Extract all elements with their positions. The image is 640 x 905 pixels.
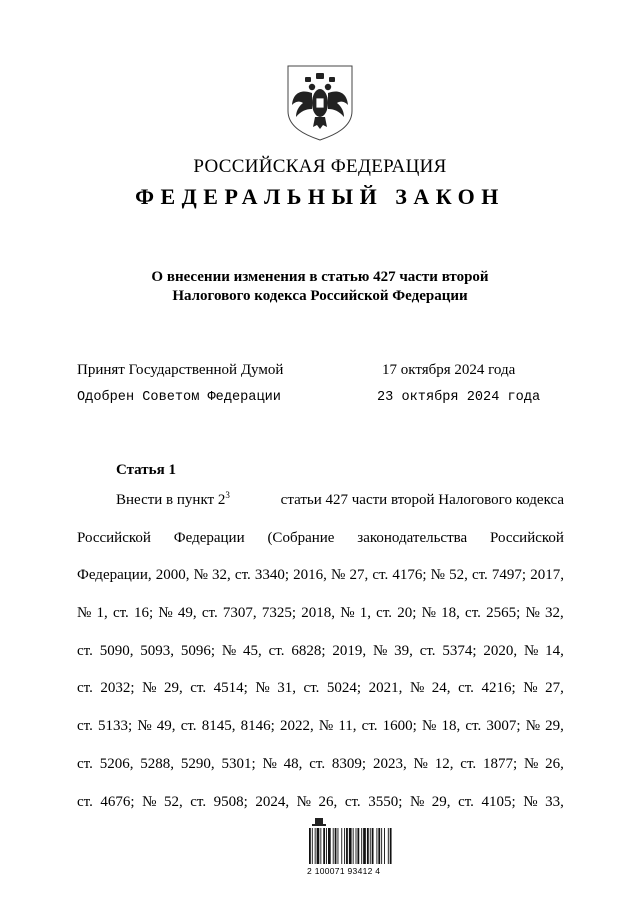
article-word: 2565; [486,605,521,622]
law-title-line-1: О внесении изменения в статью 427 части второй [151,269,489,285]
article-word: 52, [449,567,468,584]
barcode-bar [326,828,327,864]
article-word: 5090, [99,642,134,659]
barcode-bar [384,828,385,864]
article-word: 9508; [213,793,248,810]
article-word: 5093, [140,642,175,659]
article-word: 4105; [481,793,516,810]
article-word: № [413,755,428,772]
article-word: Федерации, [77,567,152,584]
article-word: № [221,642,237,659]
law-title [0,268,640,306]
barcode-bar [363,828,366,864]
barcode-bar [344,828,345,864]
article-word: ст. [361,718,378,735]
barcode-bar [349,828,352,864]
barcode [307,818,419,866]
article-word: 3007; [486,718,521,735]
article-word: 2021, [368,680,403,697]
article-word: 2032; [100,680,135,697]
article-word: 4676; [100,793,135,810]
article-word: 1877; [482,755,518,772]
article-word: № [158,605,173,622]
article-word: 32, [212,567,231,584]
article-word: 2023, [372,755,407,772]
article-word: 5374; [442,642,477,659]
barcode-bar [372,828,374,864]
article-word: 7497; [491,567,527,584]
article-word: 5290, [180,755,215,772]
article-word: 26, [545,755,564,772]
article-word: ст. [77,680,93,697]
article-word: ст. [458,680,474,697]
article-word: № [523,642,539,659]
article-word: 2017, [530,567,564,584]
article-word: 5288, [140,755,175,772]
article-word: 2020, [483,642,518,659]
barcode-bar [312,828,313,864]
article-word: № [193,567,208,584]
article-word: 2024, [255,793,290,810]
barcode-bar [353,828,354,864]
barcode-bar [381,828,382,864]
article-word: 12, [434,755,454,772]
article-word: 49, [156,718,176,735]
article-word: № [137,718,152,735]
document-type: ФЕДЕРАЛЬНЫЙ ЗАКОН [135,184,505,209]
article-line [77,719,564,734]
article-line [77,644,564,659]
article-word: 5096; [180,642,216,659]
article-word: 20; [397,605,417,622]
article-line [77,681,564,696]
barcode-bar [315,828,316,864]
article-word: ст. [303,680,320,697]
barcode-bar [328,828,331,864]
article-word: 4514; [213,680,248,697]
article-word: ст. [268,642,285,659]
article-word: ст. [77,793,93,810]
barcode-bar [376,828,377,864]
barcode-bar [356,828,357,864]
article-word: 33, [545,793,564,810]
article-word: 32, [544,605,564,622]
article-word: № [409,793,425,810]
adoption-label: Принят Государственной Думой [77,362,284,378]
barcode-bar [370,828,371,864]
article-word: 5206, [99,755,134,772]
article-word: ст. [112,605,129,622]
article-word: ст. [77,718,93,735]
article-word: 6828; [291,642,326,659]
law-title-line-2: Налогового кодекса Российской Федерации [172,288,468,304]
article-word: № [318,718,334,735]
approval-label: Одобрен Советом Федерации [77,390,281,405]
article-word: 39, [394,642,413,659]
article-word: 1, [359,605,371,622]
article-word: ст. [376,605,392,622]
article-word: 29, [431,793,451,810]
superscript: 3 [225,490,230,500]
article-word: 2016, [293,567,327,584]
article-line-start: Внести в пункт $2^3$ [116,490,230,508]
article-word: № [525,718,541,735]
barcode-bar [317,828,320,864]
article-word: 31, [277,680,296,697]
barcode-bar [346,828,348,864]
article-word: № [142,793,157,810]
article-word: ст. [190,680,207,697]
article-word: № [525,605,540,622]
barcode-bar [323,828,325,864]
article-line-rest: статьи 427 части второй Налогового кодекса [280,492,564,508]
article-word: 4216; [481,680,516,697]
adoption-date: 17 октября 2024 года [382,362,516,378]
article-word: № [77,605,92,622]
article-word: № [422,718,437,735]
article-line [77,606,564,621]
article-line [77,490,564,508]
article-word: № [523,680,538,697]
article-word: 14, [545,642,564,659]
barcode-bar [335,828,337,864]
barcode-bar [361,828,362,864]
article-word: ст. [465,605,481,622]
article-word: ст. [372,567,389,584]
article-word: № [142,680,157,697]
barcode-number: 2 100071 93412 4 [307,866,381,876]
article-word: 11, [338,718,357,735]
article-word: № [430,567,445,584]
article-word: 3340; [254,567,290,584]
article-word: 7307, [222,605,257,622]
article-word: № [523,755,539,772]
article-heading: Статья 1 [116,462,176,478]
article-word: ст. [465,718,482,735]
article-word: законодательства [357,529,468,546]
article-word: Российской [490,529,564,546]
article-word: № [255,680,270,697]
article-word: 5133; [98,718,133,735]
barcode-bar [388,828,389,864]
article-line [77,568,564,583]
article-word: ст. [77,755,93,772]
article-word: 3550; [368,793,403,810]
article-word: ст. [234,567,251,584]
article-word: № [523,793,538,810]
article-word: 45, [243,642,262,659]
article-word: № [372,642,388,659]
barcode-bar [390,828,392,864]
article-line [77,757,564,772]
article-line [77,795,564,810]
barcode-bar [367,828,369,864]
barcode-bar [320,828,321,864]
article-word: № [262,755,277,772]
barcode-bar [333,828,334,864]
coat-of-arms-emblem [287,65,353,141]
article-word: 8146; [240,718,275,735]
article-word: ст. [458,793,474,810]
article-word: 5024; [326,680,362,697]
article-word: 24, [431,680,451,697]
article-word: ст. [419,642,436,659]
article-word: 5301; [221,755,256,772]
article-word: ст. [460,755,477,772]
article-word: № [421,605,436,622]
article-word: 48, [283,755,303,772]
article-word: 2019, [332,642,367,659]
article-word: ст. [190,793,207,810]
approval-date: 23 октября 2024 года [377,390,541,405]
article-word: 8309; [331,755,367,772]
article-body [77,490,564,832]
article-word: 18, [441,718,461,735]
article-word: (Собрание [267,529,335,546]
barcode-logo [312,818,326,826]
article-word: № [331,567,346,584]
barcode-bar [378,828,380,864]
article-word: Российской [77,529,151,546]
article-word: 18, [441,605,460,622]
article-word: 27, [545,680,564,697]
barcode-bar [338,828,339,864]
article-word: ст. [77,642,93,659]
article-word: 2000, [155,567,190,584]
article-word: ст. [471,567,488,584]
barcode-bar [309,828,311,864]
article-word: 2018, [301,605,335,622]
article-word: ст. [344,793,361,810]
article-word: № [409,680,425,697]
barcode-bar [341,828,342,864]
article-word: 16; [134,605,154,622]
article-word: 26, [318,793,338,810]
article-word: 2022, [279,718,314,735]
article-word: № [340,605,355,622]
article-word: 29, [163,680,183,697]
article-word: 8145, [201,718,236,735]
article-word: Федерации [173,529,245,546]
article-line [77,531,564,546]
article-word: ст. [180,718,197,735]
article-word: 1600; [382,718,417,735]
article-word: ст. [309,755,326,772]
article-word: 7325; [261,605,297,622]
barcode-bar [357,828,359,864]
article-word: 1, [96,605,108,622]
article-word: 29, [545,718,564,735]
article-word: № [296,793,311,810]
country-name: РОССИЙСКАЯ ФЕДЕРАЦИЯ [193,156,447,177]
article-word: 52, [163,793,183,810]
article-word: 49, [177,605,197,622]
article-word: 27, [349,567,369,584]
article-word: 4176; [392,567,427,584]
article-word: ст. [201,605,218,622]
